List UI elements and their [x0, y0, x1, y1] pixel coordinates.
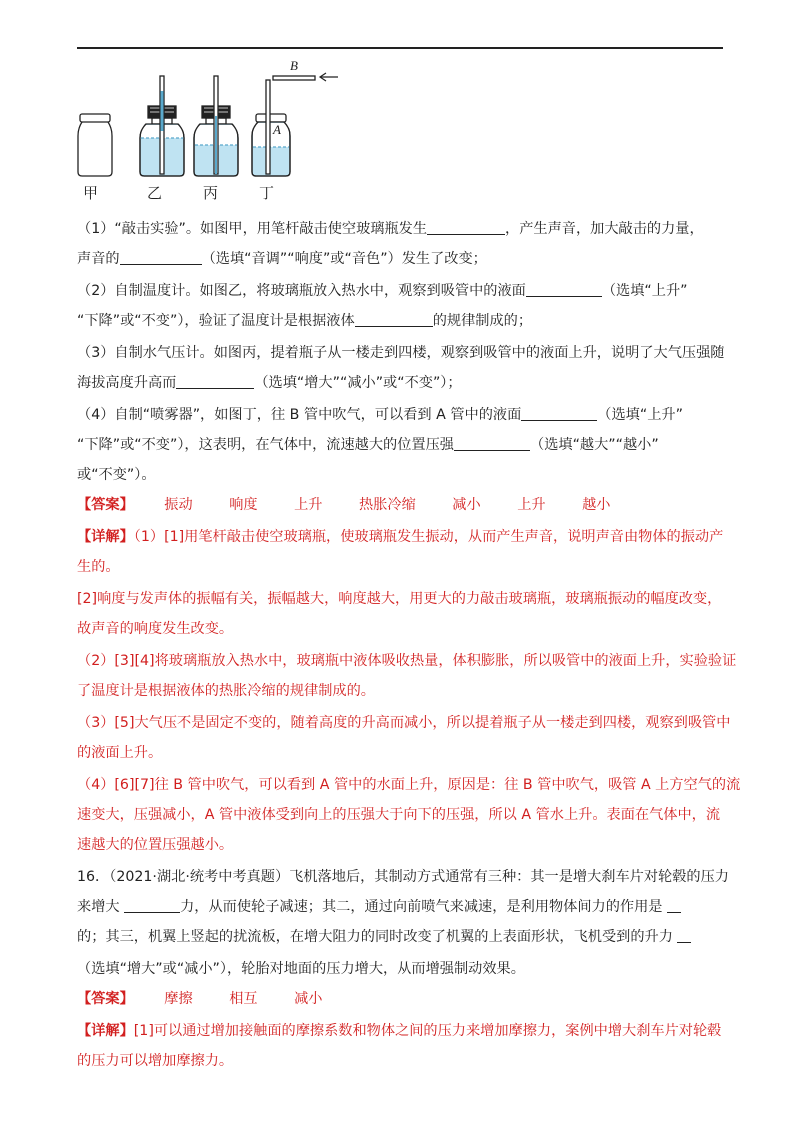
q16-answer-line: [77, 988, 322, 1010]
answer-item: 越小: [582, 497, 611, 513]
figure-label-yi: 乙: [147, 184, 163, 202]
q15-detail-3b: 了温度计是根据液体的热胀冷缩的规律制成的。: [77, 683, 375, 699]
bottle-bing: [194, 76, 238, 176]
q16-line1: 16．（2021·湖北·统考中考真题）飞机落地后，其制动方式通常有三种：其一是增大刹车片对轮毂的压力: [77, 869, 729, 885]
q15-answer-line: [77, 494, 610, 516]
header-rule: [77, 47, 723, 49]
blank-7[interactable]: [454, 436, 530, 451]
q15-detail-4a: （3）[5]大气压不是固定不变的，随着高度的升高而减小，所以提着瓶子从一楼走到四楼，观察到吸管中: [77, 715, 731, 731]
label-a: A: [273, 122, 281, 137]
blank-4[interactable]: [355, 312, 433, 327]
q16-line3: 的；其三，机翼上竖起的扰流板，在增大阻力的同时改变了机翼的上表面形状，飞机受到的升力: [77, 926, 691, 948]
q16-detail-1b: 的压力可以增加摩擦力。: [77, 1053, 234, 1069]
q15-detail-2b: 故声音的响度发生改变。: [77, 621, 234, 637]
figure-label-ding: 丁: [259, 184, 275, 202]
answer-item: 振动: [164, 497, 193, 513]
q15-part4-line3: 或“不变”）。: [77, 467, 156, 483]
q15-part4-line2: “下降”或“不变”），这表明，在气体中，流速越大的位置压强 （选填“越大”“越小”: [77, 437, 659, 453]
label-b: B: [290, 58, 298, 73]
answer-label: 【答案】: [77, 497, 134, 513]
blank-q16-1[interactable]: [124, 898, 180, 913]
q15-part1-line1: （1）“敲击实验”。如图甲，用笔杆敲击使空玻璃瓶发生 ，产生声音，加大敲击的力量，: [77, 221, 704, 237]
bottle-yi: [140, 76, 184, 176]
blank-1[interactable]: [427, 220, 505, 235]
answer-item: 减小: [452, 497, 481, 513]
q15-part2-line1: （2）自制温度计。如图乙，将玻璃瓶放入热水中，观察到吸管中的液面 （选填“上升”: [77, 283, 688, 299]
detail-label: 【详解】: [77, 1023, 134, 1039]
q15-part3-line2: 海拔高度升高而 （选填“增大”“减小”或“不变”）；: [77, 375, 462, 391]
q15-detail-5c: 速越大的位置压强越小。: [77, 837, 234, 853]
answer-item: 热胀冷缩: [359, 497, 416, 513]
answer-item: 响度: [229, 497, 258, 513]
q15-detail-5b: 速变大，压强减小，A 管中液体受到向上的压强大于向下的压强，所以 A 管水上升。表面在气体中，流: [77, 807, 721, 823]
answer-label: 【答案】: [77, 991, 134, 1007]
q15-part1-line2: 声音的 （选填“音调”“响度”或“音色”）发生了改变；: [77, 251, 487, 267]
blank-5[interactable]: [176, 374, 254, 389]
answer-item: 上升: [517, 497, 546, 513]
q15-part3-line1: （3）自制水气压计。如图丙，提着瓶子从一楼走到四楼，观察到吸管中的液面上升，说明了大气压强随: [77, 345, 725, 361]
answer-item: 摩擦: [164, 991, 193, 1007]
q15-detail-1a: 【详解】（1）[1]用笔杆敲击使空玻璃瓶，使玻璃瓶发生振动，从而产生声音，说明声音由物体的振动产: [77, 529, 724, 545]
q16-detail-1a: 【详解】[1]可以通过增加接触面的摩擦系数和物体之间的压力来增加摩擦力，案例中增大刹车片对轮毂: [77, 1023, 722, 1039]
q15-detail-3a: （2）[3][4]将玻璃瓶放入热水中，玻璃瓶中液体吸收热量，体积膨胀，所以吸管中的液面上升，实验验证: [77, 653, 737, 669]
figure-label-bing: 丙: [203, 184, 219, 202]
q16-line4: （选填“增大”或“减小”），轮胎对地面的压力增大，从而增强制动效果。: [77, 961, 525, 977]
bottle-jia: [78, 114, 112, 176]
blank-q16-3[interactable]: [677, 928, 691, 943]
q15-part2-line2: “下降”或“不变”），验证了温度计是根据液体 的规律制成的；: [77, 313, 533, 329]
q16-line2: 来增大 力，从而使轮子减速；其二，通过向前喷气来减速，是利用物体间力的作用是: [77, 896, 681, 918]
answer-item: 上升: [294, 497, 323, 513]
blank-2[interactable]: [120, 250, 202, 265]
q15-part4-line1: （4）自制“喷雾器”，如图丁，往 B 管中吹气，可以看到 A 管中的液面 （选填“上升”: [77, 407, 683, 423]
bottle-ding: [252, 73, 338, 176]
q15-detail-2a: [2]响度与发声体的振幅有关，振幅越大，响度越大，用更大的力敲击玻璃瓶，玻璃瓶振动的幅度改变，: [77, 591, 722, 607]
figure-label-jia: 甲: [83, 184, 99, 202]
q15-detail-1b: 生的。: [77, 559, 120, 575]
q15-detail-4b: 的液面上升。: [77, 745, 163, 761]
blank-q16-2[interactable]: [667, 898, 681, 913]
q15-detail-5a: （4）[6][7]往 B 管中吹气，可以看到 A 管中的水面上升，原因是：往 B 管中吹气，吸管 A 上方空气的流: [77, 777, 741, 793]
answer-item: 减小: [294, 991, 323, 1007]
detail-label: 【详解】: [77, 529, 134, 545]
blank-6[interactable]: [521, 406, 597, 421]
blank-3[interactable]: [526, 282, 602, 297]
answer-item: 相互: [229, 991, 258, 1007]
